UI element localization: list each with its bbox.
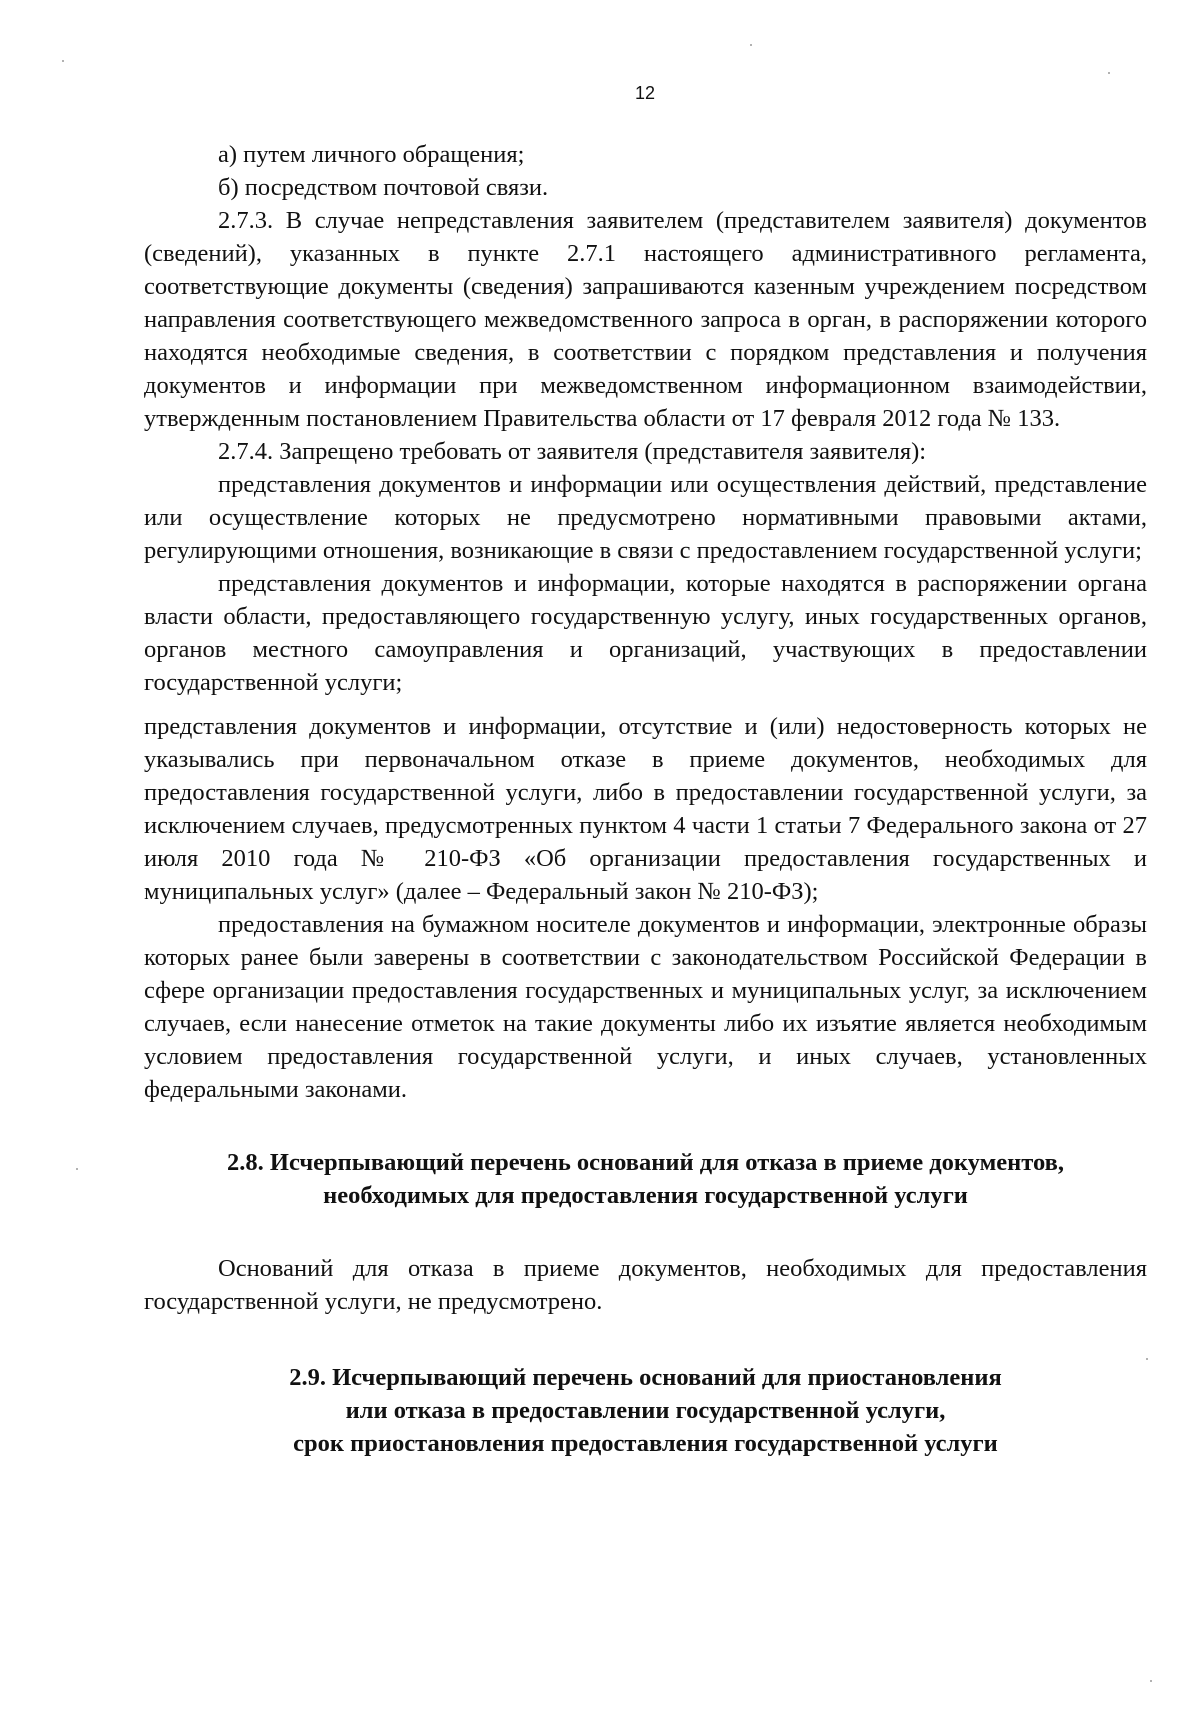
- section-2-8-heading-line-1: 2.8. Исчерпывающий перечень оснований для отказа в приеме документов,: [227, 1149, 1064, 1176]
- scan-speck: [1108, 72, 1110, 74]
- scan-speck: [750, 44, 752, 46]
- list-item-b: б) посредством почтовой связи.: [218, 174, 549, 201]
- paragraph-2-7-4: 2.7.4. Запрещено требовать от заявителя (представителя заявителя):: [218, 438, 927, 465]
- scan-speck: [76, 1168, 78, 1170]
- section-2-9-heading-line-3: срок приостановления предоставления государственной услуги: [293, 1430, 998, 1457]
- requirement-4: предоставления на бумажном носителе документов и информации, электронные образы которых ранее были заверены в соответствии с законодательством Российской Федерации в сфере организации предоставления государственных и муниципальных услуг, за исключением случаев, если нанесение отметок на такие документы либо их изъятие является необходимым условием предоставления государственной услуги, и иных случаев, установленных федеральными законами.: [144, 911, 1147, 1103]
- scan-speck: [1150, 1680, 1152, 1682]
- requirement-1: представления документов и информации или осуществления действий, представление или осуществление которых не предусмотрено нормативными правовыми актами, регулирующими отношения, возникающие в связи с предоставлением государственной услуги;: [144, 471, 1147, 564]
- section-2-8-heading-line-2: необходимых для предоставления государственной услуги: [323, 1182, 968, 1209]
- list-item-a: а) путем личного обращения;: [218, 141, 525, 168]
- scan-speck: [1146, 1358, 1148, 1360]
- page-number: 12: [634, 83, 656, 103]
- scan-speck: [62, 60, 64, 62]
- section-2-8-text: Оснований для отказа в приеме документов, необходимых для предоставления государственной услуги, не предусмотрено.: [144, 1255, 1147, 1315]
- requirement-2: представления документов и информации, которые находятся в распоряжении органа власти области, предоставляющего государственную услугу, иных государственных органов, органов местного самоуправления и организаций, участвующих в предоставлении государственной услуги;: [144, 570, 1147, 696]
- section-2-8-heading: [144, 1146, 1147, 1212]
- section-2-9-heading: [144, 1361, 1147, 1460]
- section-2-9-heading-line-1: 2.9. Исчерпывающий перечень оснований для приостановления: [289, 1364, 1002, 1391]
- requirement-3: представления документов и информации, отсутствие и (или) недостоверность которых не указывались при первоначальном отказе в приеме документов, необходимых для предоставления государственной услуги, либо в предоставлении государственной услуги, за исключением случаев, предусмотренных пунктом 4 части 1 статьи 7 Федерального закона от 27 июля 2010 года № 210-ФЗ «Об организации предоставления государственных и муниципальных услуг» (далее – Федеральный закон № 210-ФЗ);: [144, 713, 1147, 905]
- document-body: [144, 138, 1147, 1460]
- paragraph-2-7-3: 2.7.3. В случае непредставления заявителем (представителем заявителя) документов (сведений), указанных в пункте 2.7.1 настоящего административного регламента, соответствующие документы (сведения) запрашиваются казенным учреждением посредством направления соответствующего межведомственного запроса в орган, в распоряжении которого находятся необходимые сведения, в соответствии с порядком представления и получения документов и информации при межведомственном информационном взаимодействии, утвержденным постановлением Правительства области от 17 февраля 2012 года № 133.: [144, 207, 1147, 432]
- section-2-9-heading-line-2: или отказа в предоставлении государственной услуги,: [345, 1397, 946, 1424]
